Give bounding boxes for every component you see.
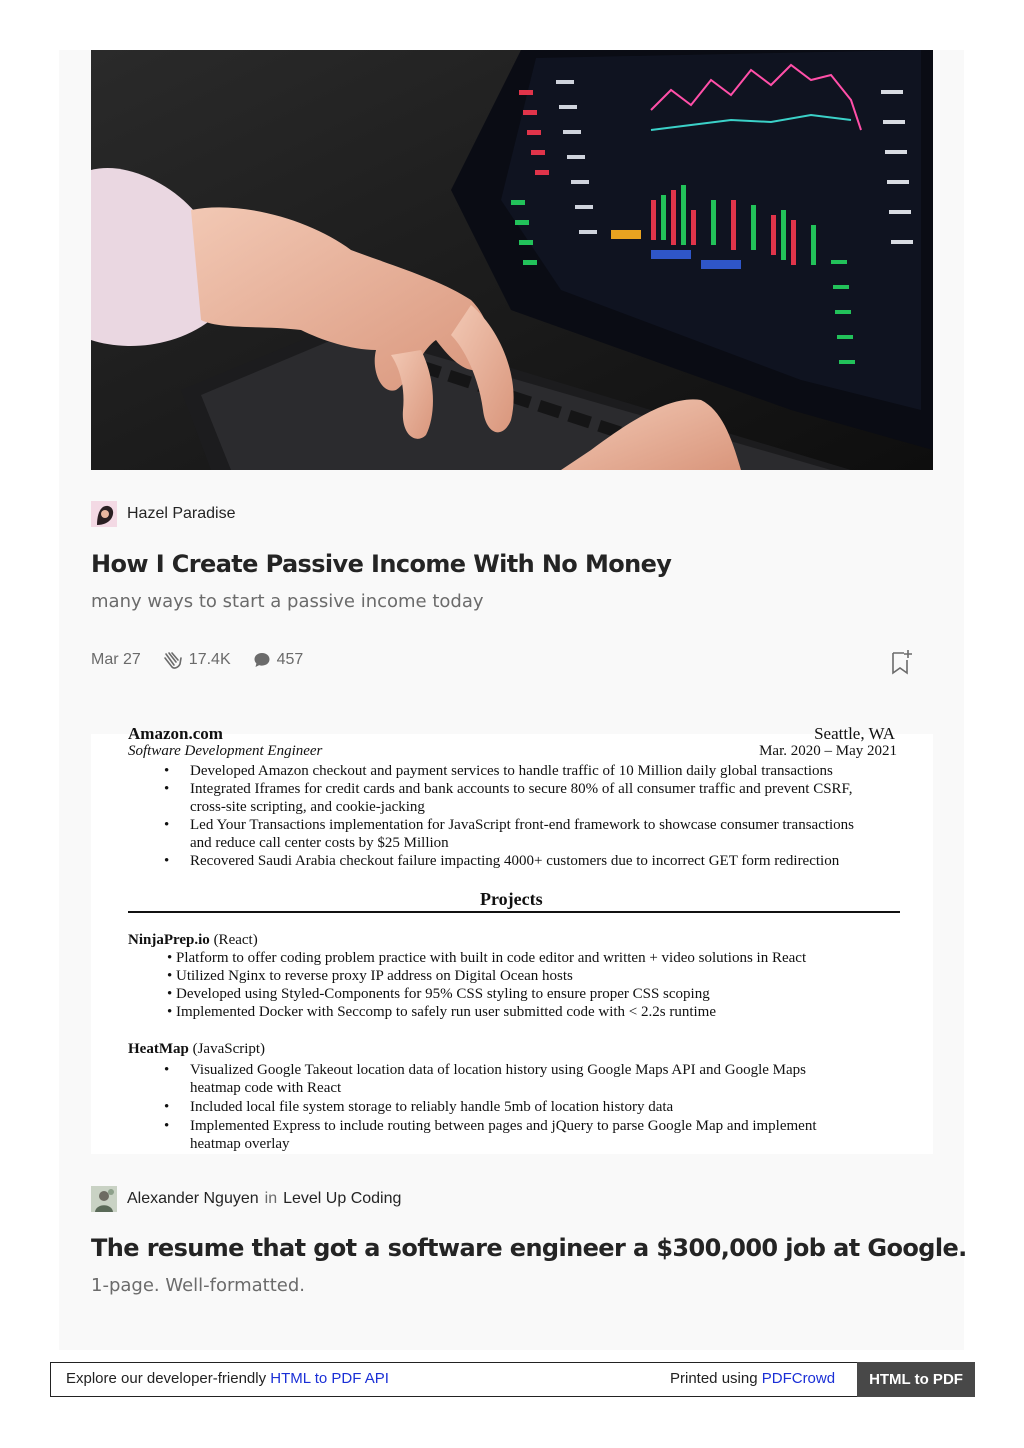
bullet: • bbox=[164, 1062, 170, 1078]
bullet: • bbox=[164, 763, 170, 779]
author-avatar[interactable] bbox=[91, 1186, 117, 1212]
pdfcrowd-link[interactable]: PDFCrowd bbox=[761, 1370, 836, 1387]
article2-subtitle[interactable]: 1-page. Well-formatted. bbox=[91, 1275, 305, 1296]
bullet: • bbox=[164, 1099, 170, 1115]
project1-item: • Implemented Docker with Seccomp to safely run user submitted code with < 2.2s runtime bbox=[167, 1004, 717, 1020]
clap-count: 17.4K bbox=[188, 651, 231, 668]
article1-author-row[interactable] bbox=[91, 501, 236, 527]
publication-name[interactable]: Level Up Coding bbox=[283, 1190, 402, 1207]
html-to-pdf-api-link[interactable]: HTML to PDF API bbox=[270, 1370, 389, 1387]
comment-count: 457 bbox=[276, 651, 304, 668]
article1-title[interactable]: How I Create Passive Income With No Money bbox=[91, 550, 672, 578]
article1-meta bbox=[91, 651, 325, 669]
article-hero-image[interactable] bbox=[91, 50, 933, 470]
project1-header: NinjaPrep.io (React) bbox=[128, 932, 258, 948]
job-bullet: Integrated Iframes for credit cards and bank accounts to secure 80% of all consumer traffic and prevent CSRF, bbox=[190, 781, 853, 797]
job-bullet: Developed Amazon checkout and payment services to handle traffic of 10 Million daily global transactions bbox=[190, 763, 833, 779]
claps[interactable] bbox=[163, 651, 231, 669]
pdfcrowd-footer bbox=[50, 1362, 975, 1397]
project1-item: • Utilized Nginx to reverse proxy IP address on Digital Ocean hosts bbox=[167, 968, 573, 984]
project1-item: • Developed using Styled-Components for 95% CSS styling to ensure proper CSS scoping bbox=[167, 986, 710, 1002]
article2-author-row[interactable] bbox=[91, 1186, 401, 1212]
bullet: • bbox=[164, 1118, 170, 1134]
bullet: • bbox=[164, 853, 170, 869]
bookmark-add-icon bbox=[889, 648, 915, 676]
job-bullet-cont: cross-site scripting, and cookie-jacking bbox=[190, 799, 425, 815]
project2-item-cont: heatmap code with React bbox=[190, 1080, 342, 1096]
article2-preview-image[interactable] bbox=[91, 724, 933, 1154]
bullet: • bbox=[164, 781, 170, 797]
project2-header: HeatMap (JavaScript) bbox=[128, 1041, 266, 1057]
footer-left: Explore our developer-friendly HTML to PDF API bbox=[66, 1370, 389, 1387]
resume-section-title: Projects bbox=[480, 889, 543, 909]
in-separator: in bbox=[264, 1190, 278, 1207]
resume-role: Software Development Engineer bbox=[128, 743, 323, 759]
publish-date: Mar 27 bbox=[91, 651, 141, 668]
project1-item: • Platform to offer coding problem practice with built in code editor and written + video solutions in React bbox=[167, 950, 807, 966]
resume-location: Seattle, WA bbox=[814, 724, 895, 743]
html-to-pdf-button[interactable]: HTML to PDF bbox=[857, 1362, 975, 1397]
project2-item-cont: heatmap overlay bbox=[190, 1136, 290, 1152]
clap-icon bbox=[163, 651, 183, 669]
project2-item: Implemented Express to include routing between pages and jQuery to parse Google Map and implement bbox=[190, 1118, 817, 1134]
resume-company: Amazon.com bbox=[128, 724, 223, 743]
author-name[interactable]: Hazel Paradise bbox=[127, 505, 236, 522]
section-rule bbox=[128, 911, 900, 913]
article1-subtitle[interactable]: many ways to start a passive income today bbox=[91, 591, 484, 612]
comment-icon bbox=[253, 651, 271, 669]
footer-mid: Printed using PDFCrowd bbox=[670, 1370, 836, 1387]
project2-item: Visualized Google Takeout location data of location history using Google Maps API and Google Maps bbox=[190, 1062, 806, 1078]
job-bullet: Recovered Saudi Arabia checkout failure impacting 4000+ customers due to incorrect GET form redirection bbox=[190, 853, 840, 869]
laptop-trading-illustration bbox=[91, 50, 933, 470]
resume-dates: Mar. 2020 – May 2021 bbox=[759, 743, 897, 759]
bookmark-add-button[interactable] bbox=[889, 648, 915, 676]
author-avatar[interactable] bbox=[91, 501, 117, 527]
job-bullet-cont: and reduce call center costs by $25 Million bbox=[190, 835, 449, 851]
article2-title[interactable]: The resume that got a software engineer a $300,000 job at Google. bbox=[91, 1234, 967, 1262]
author-name[interactable]: Alexander Nguyen bbox=[127, 1190, 259, 1207]
bullet: • bbox=[164, 817, 170, 833]
project2-item: Included local file system storage to reliably handle 5mb of location history data bbox=[190, 1099, 674, 1115]
responses[interactable] bbox=[253, 651, 304, 669]
job-bullet: Led Your Transactions implementation for JavaScript front-end framework to showcase consumer transactions bbox=[190, 817, 855, 833]
